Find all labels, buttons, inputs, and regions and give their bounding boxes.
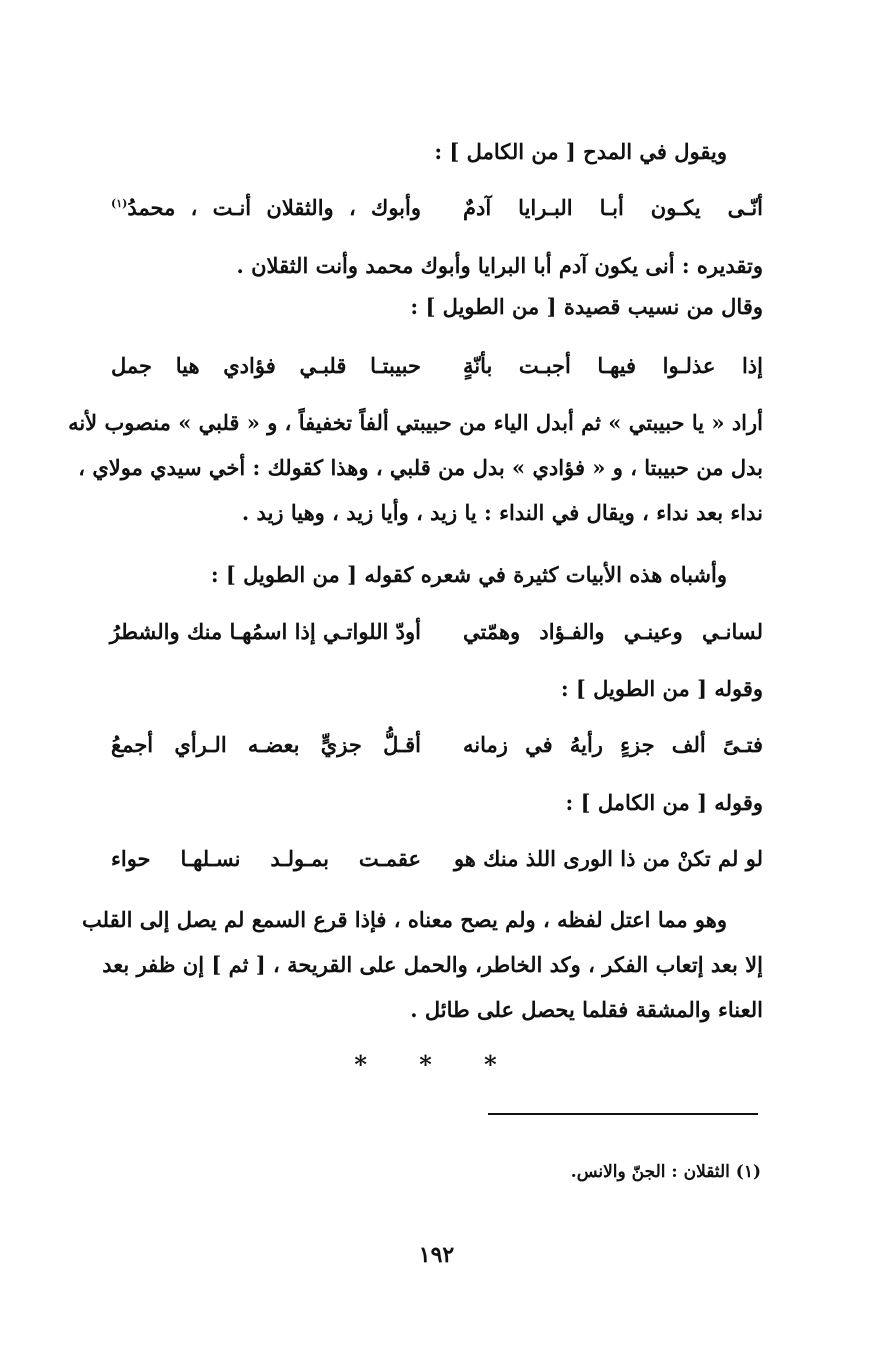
intro-nasib: وقال من نسيب قصيدة [ من الطويل ] : bbox=[410, 294, 763, 319]
verse-5-first-hemistich: لو لم تكنْ من ذا الورى اللذ منك هو bbox=[453, 846, 763, 871]
verse-4-second-hemistich: أقـلُّ جزيٍّ بعضـه الـرأي أجمعُ bbox=[111, 732, 421, 757]
explanation-line-1: أراد « يا حبيبتي » ثم أبدل الياء من حبيبتي ألفاً تخفيفاً ، و « قلبي » منصوب لأنه bbox=[68, 410, 763, 435]
verse-5 bbox=[111, 844, 763, 874]
page-number: ١٩٢ bbox=[418, 1242, 455, 1268]
closing-line-3: العناء والمشقة فقلما يحصل على طائل . bbox=[410, 997, 763, 1022]
footnote-divider bbox=[488, 1113, 758, 1115]
section-separator: * * * bbox=[354, 1050, 519, 1079]
verse-4 bbox=[111, 730, 763, 760]
verse-1-second-hemistich bbox=[111, 193, 421, 223]
verse-2-second-hemistich: حبيبتـا قلبـي فؤادي هيا جمل bbox=[111, 353, 421, 378]
intro-ashbah: وأشباه هذه الأبيات كثيرة في شعره كقوله [ من الطويل ] : bbox=[210, 562, 727, 587]
taqdir-line: وتقديره : أنى يكون آدم أبا البرايا وأبوك محمد وأنت الثقلان . bbox=[236, 253, 763, 278]
verse-5-second-hemistich: عقمـت بمـولـد نسـلهـا حواء bbox=[111, 846, 421, 871]
verse-3-second-hemistich: أودّ اللواتـي إذا اسمُهـا منك والشطرُ bbox=[109, 619, 421, 644]
explanation-line-2: بدل من حبيبتا ، و « فؤادي » بدل من قلبي ، وهذا كقولك : أخي سيدي مولاي ، bbox=[78, 455, 763, 480]
verse-2-first-hemistich: إذا عذلـوا فيهـا أجبـت بأنّةٍ bbox=[463, 353, 763, 378]
intro-madh: ويقول في المدح [ من الكامل ] : bbox=[434, 139, 727, 164]
verse-1-first-hemistich: أنّـى يكـون أبـا البـرايا آدمٌ bbox=[463, 195, 763, 220]
verse-3-first-hemistich: لسانـي وعينـي والفـؤاد وهمّتي bbox=[463, 619, 763, 644]
explanation-line-3: نداء بعد نداء ، ويقال في النداء : يا زيد ، وأيا زيد ، وهيا زيد . bbox=[241, 500, 763, 525]
verse-1 bbox=[111, 193, 763, 223]
verse-1-second-text: وأبوك ، والثقلان أنـت ، محمدُ bbox=[127, 195, 421, 220]
closing-line-1: وهو مما اعتل لفظه ، ولم يصح معناه ، فإذا قرع السمع لم يصل إلى القلب bbox=[82, 907, 727, 932]
footnote-marker: (١) bbox=[111, 197, 128, 210]
verse-3 bbox=[111, 617, 763, 647]
verse-2 bbox=[111, 351, 763, 381]
intro-q3: وقوله [ من الكامل ] : bbox=[565, 790, 763, 815]
footnote: (١) الثقلان : الجنّ والانس. bbox=[570, 1162, 761, 1182]
verse-4-first-hemistich: فتـىً ألف جزءٍ رأيهُ في زمانه bbox=[463, 732, 763, 757]
intro-q2: وقوله [ من الطويل ] : bbox=[560, 676, 763, 701]
closing-line-2: إلا بعد إتعاب الفكر ، وكد الخاطر، والحمل على القريحة ، [ ثم ] إن ظفر بعد bbox=[102, 952, 763, 977]
